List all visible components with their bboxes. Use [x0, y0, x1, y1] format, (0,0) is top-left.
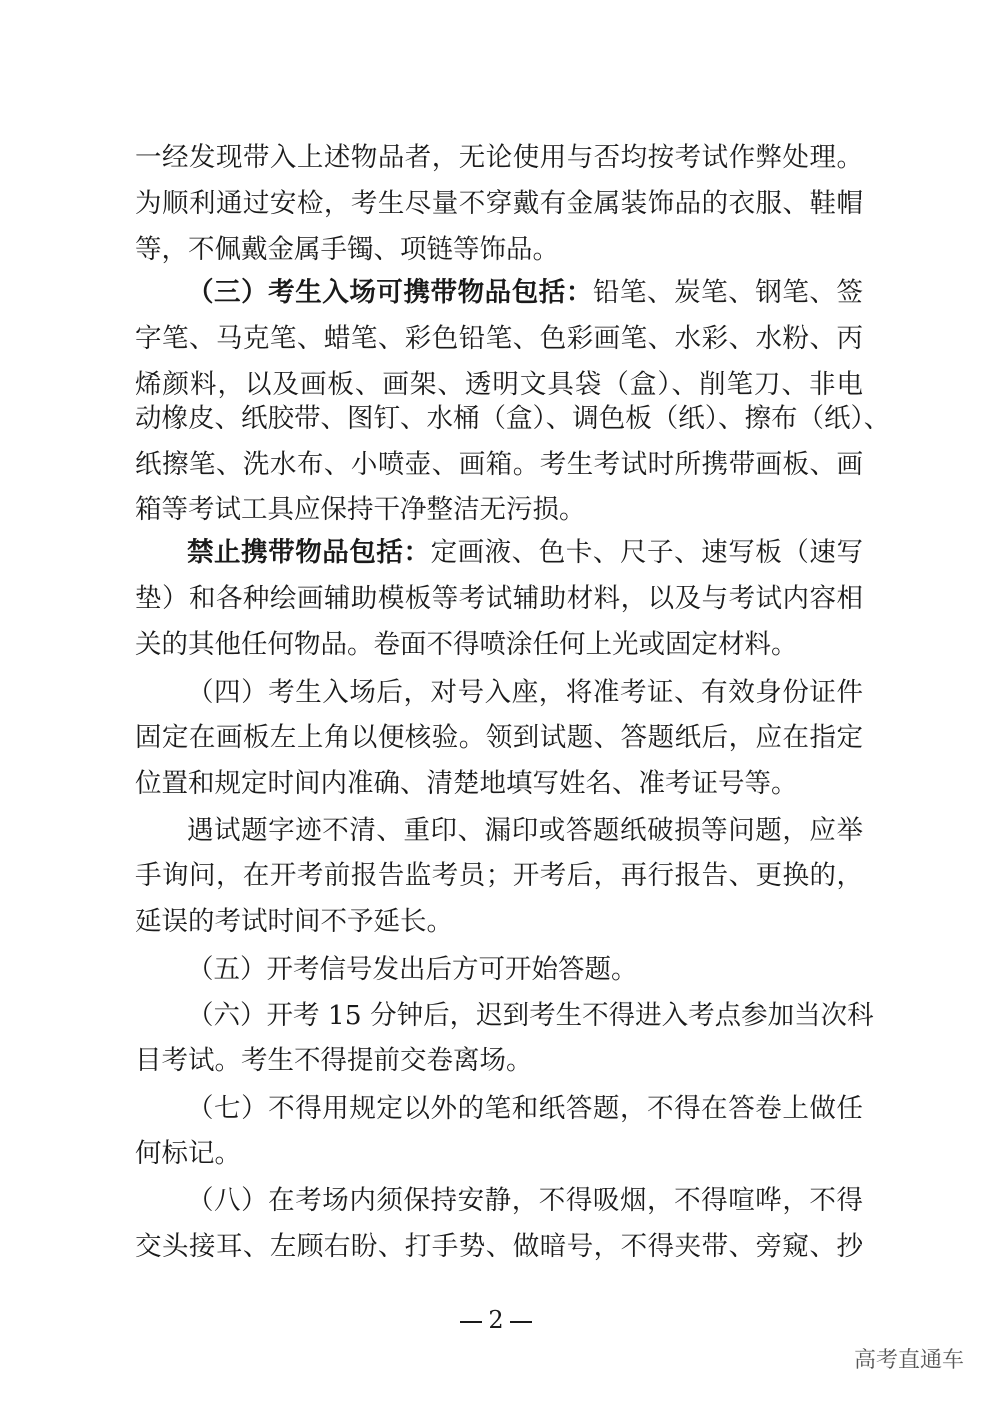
watermark-logo-text: 高考直通车 [853, 1348, 964, 1373]
body-line: 一经发现带入上述物品者，无论使用与否均按考试作弊处理。 [135, 142, 863, 173]
body-line: 遇试题字迹不清、重印、漏印或答题纸破损等问题，应举 [187, 815, 863, 846]
body-line: 手询问，在开考前报告监考员；开考后，再行报告、更换的， [135, 860, 863, 891]
section-heading: （三）考生入场可携带物品包括： [187, 277, 593, 308]
body-line: 固定在画板左上角以便核验。领到试题、答题纸后，应在指定 [135, 722, 863, 753]
body-line: 纸擦笔、洗水布、小喷壶、画箱。考生考试时所携带画板、画 [135, 449, 863, 480]
body-line [187, 530, 863, 576]
body-line: 等，不佩戴金属手镯、项链等饰品。 [135, 234, 559, 265]
body-line: 目考试。考生不得提前交卷离场。 [135, 1045, 533, 1076]
body-line: 动橡皮、纸胶带、图钉、水桶（盒）、调色板（纸）、擦布（纸）、 [135, 403, 891, 434]
section-heading: 禁止携带物品包括： [187, 537, 431, 568]
page-number: 2 [488, 1306, 504, 1334]
body-line: （四）考生入场后，对号入座，将准考证、有效身份证件 [187, 677, 863, 708]
body-line: 烯颜料，以及画板、画架、透明文具袋（盒）、削笔刀、非电 [135, 369, 863, 400]
body-line: 何标记。 [135, 1138, 241, 1169]
body-line: （八）在考场内须保持安静，不得吸烟，不得喧哗，不得 [187, 1185, 863, 1216]
body-line: 延误的考试时间不予延长。 [135, 906, 453, 937]
footer-dash [460, 1321, 482, 1323]
body-line: （五）开考信号发出后方可开始答题。 [187, 954, 638, 985]
body-text: 铅笔、炭笔、钢笔、签 [592, 277, 863, 308]
body-line: 关的其他任何物品。卷面不得喷涂任何上光或固定材料。 [135, 629, 798, 660]
body-line: 交头接耳、左顾右盼、打手势、做暗号，不得夹带、旁窥、抄 [135, 1231, 863, 1262]
body-line: 垫）和各种绘画辅助模板等考试辅助材料，以及与考试内容相 [135, 583, 863, 614]
body-line: 箱等考试工具应保持干净整洁无污损。 [135, 494, 586, 525]
page-footer [0, 1300, 992, 1340]
body-line: （七）不得用规定以外的笔和纸答题，不得在答卷上做任 [187, 1093, 863, 1124]
body-line: 为顺利通过安检，考生尽量不穿戴有金属装饰品的衣服、鞋帽 [135, 188, 863, 219]
body-line: 位置和规定时间内准确、清楚地填写姓名、准考证号等。 [135, 768, 798, 799]
body-text: 定画液、色卡、尺子、速写板（速写 [430, 537, 863, 568]
footer-dash [510, 1321, 532, 1323]
body-line [187, 270, 863, 316]
body-line: （六）开考 15 分钟后，迟到考生不得进入考点参加当次科 [187, 1000, 874, 1031]
body-line: 字笔、马克笔、蜡笔、彩色铅笔、色彩画笔、水彩、水粉、丙 [135, 323, 863, 354]
